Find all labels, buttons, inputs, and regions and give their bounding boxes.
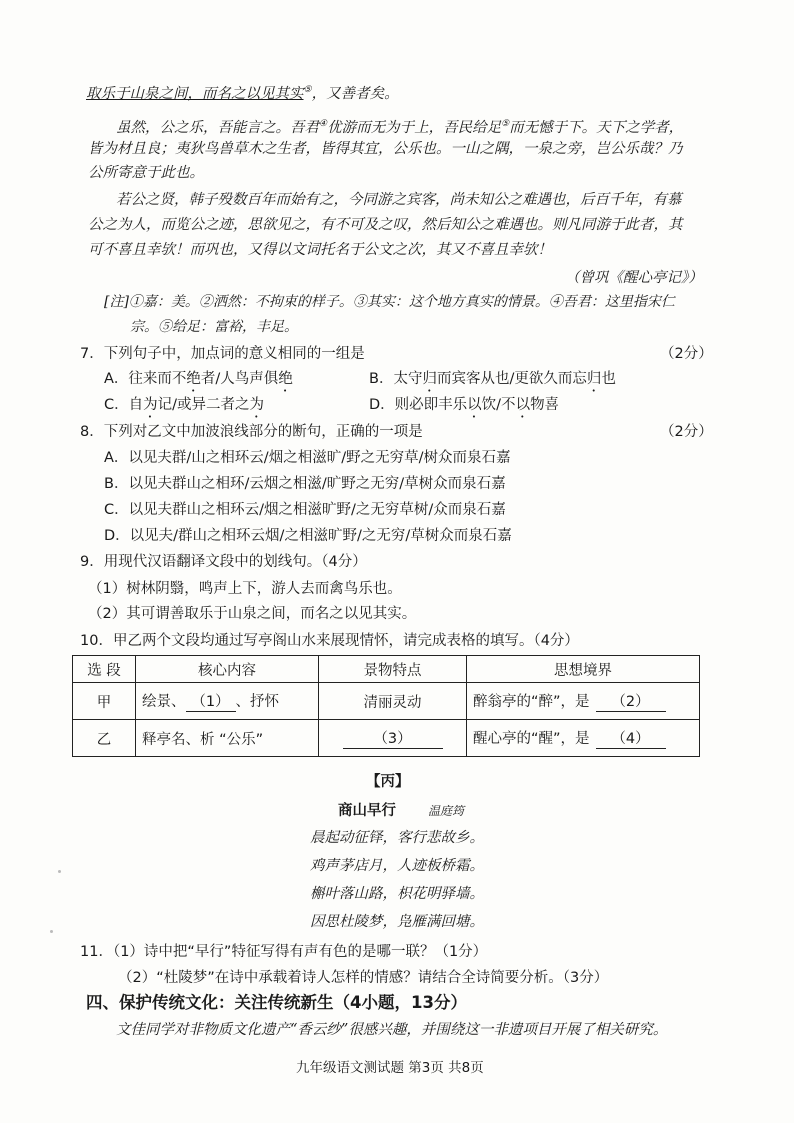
table-row (73, 720, 700, 757)
footnote-mark: ⑤ (303, 85, 312, 95)
q7-option-c[interactable] (104, 395, 264, 421)
page-footer: 九年级语文测试题 第3页 共8页 (296, 1060, 484, 1076)
q8-option-d[interactable] (104, 526, 512, 546)
option-label: D． (104, 528, 130, 544)
passage-line-2 (116, 114, 683, 138)
q7-option-a[interactable] (104, 369, 293, 395)
scan-speck (58, 870, 61, 873)
text: 虽然，公之乐，吾能言之。吾君 (116, 119, 319, 136)
header-cell: 核心内容 (136, 656, 319, 683)
passage-line-1 (86, 80, 399, 104)
q7-score: （2分） (660, 346, 713, 362)
poem-title: 商山早行 (338, 803, 396, 819)
text: 而宾客从也/更欲久而忘 (436, 371, 587, 387)
passage-line-5: 若公之贤，韩子殁数百年而始有之，今同游之宾客，尚未知公之难遇也，后百千年，有慕 (116, 192, 682, 208)
header-cell: 景物特点 (319, 656, 467, 683)
option-label: C． (104, 502, 129, 518)
dotted-word: 以 (515, 397, 531, 413)
text: C．自 (104, 397, 144, 413)
q10-table (72, 655, 700, 757)
dotted-word: 以 (467, 397, 482, 413)
header-cell: 思想境界 (467, 656, 700, 683)
passage-line-3: 皆为材且良；夷狄鸟兽草木之生者，皆得其宜，公乐也。一山之隅，一泉之旁，岂公乐哉？乃 (88, 141, 683, 157)
option-label: A． (104, 450, 129, 466)
feature-cell (319, 720, 467, 757)
q11-part-1: 11．（1）诗中把“早行”特征写得有声有色的是哪一联？（1分） (80, 944, 488, 960)
text: 饮/不 (481, 397, 516, 413)
q8-option-b[interactable] (104, 474, 506, 494)
dotted-word: 归 (422, 371, 437, 387)
q9-sentence-1: （1）树林阴翳，鸣声上下，游人去而禽鸟乐也。 (88, 581, 402, 597)
section-4-intro: 文佳同学对非物质文化遗产“香云纱”很感兴趣，并围绕这一非遗项目开展了相关研究。 (116, 1022, 668, 1038)
passage-line-6: 公之为人，而览公之迹，思欲见之，有不可及之叹，然后知公之难遇也。则凡同游于此者，其 (88, 217, 683, 233)
table-row (73, 683, 700, 720)
text: 、抒怀 (235, 694, 279, 710)
section-4-heading: 四、保护传统文化：关注传统新生（4小题，13分） (86, 993, 467, 1012)
q7-option-b[interactable] (369, 369, 616, 395)
poem-line: 晨起动征铎，客行悲故乡。 (310, 830, 484, 846)
text: 而无憾于下。天下之学者， (509, 119, 684, 136)
poem-line: 因思杜陵梦，凫雁满回塘。 (310, 914, 484, 930)
q9-sentence-2: （2）其可谓善取乐于山泉之间，而名之以见其实。 (88, 606, 417, 622)
footnote-mark: ⑤ (501, 119, 510, 129)
text: ，又善者矣。 (311, 85, 399, 102)
option-text: 以见夫群山之相环云/烟之相滋旷野/之无穷草树/众而泉石嘉 (128, 502, 506, 518)
answer-blank-4[interactable]: （4） (596, 727, 666, 749)
q8-score: （2分） (660, 424, 713, 440)
text: 醒心亭的“醒”，是 (473, 731, 590, 747)
text: D．则必即丰乐 (369, 397, 468, 413)
dotted-word: 为 (249, 397, 265, 413)
section-marker: 【丙】 (366, 774, 410, 790)
answer-blank-2[interactable]: （2） (596, 690, 666, 712)
option-text: 以见夫群/山之相环云/烟之相滋旷/野之无穷草/树众而泉石嘉 (128, 450, 511, 466)
segment-cell: 甲 (73, 683, 136, 720)
option-label: B． (104, 476, 129, 492)
dotted-word: 为 (143, 397, 158, 413)
table-header-row (73, 656, 700, 683)
footnote-mark: ④ (319, 119, 328, 129)
text: 醉翁亭的“醉”，是 (473, 694, 590, 710)
passage-notes-1: [注]①嘉：美。②洒然：不拘束的样子。③其实：这个地方真实的情景。④吾君：这里指宋仁 (104, 294, 675, 310)
dotted-word: 绝 (278, 371, 293, 387)
scan-speck (50, 930, 53, 933)
poem-line: 槲叶落山路，枳花明驿墙。 (310, 886, 484, 902)
feature-cell: 清丽灵动 (319, 683, 467, 720)
text: 者/人鸟声俱 (200, 371, 279, 387)
q7-stem: 7．下列句子中，加点词的意义相同的一组是 (80, 346, 365, 362)
option-text: 以见夫/群山之相环云烟/之相滋旷野/之无穷/草树众而泉石嘉 (129, 528, 512, 544)
poem-line: 鸡声茅店月，人迹板桥霜。 (310, 858, 484, 874)
text: 绘景、 (142, 694, 186, 710)
dotted-word: 归 (586, 371, 602, 387)
text: 记/或异二者之 (157, 397, 250, 413)
core-cell: 释亭名、析 “公乐” (136, 720, 319, 757)
text: 物喜 (530, 397, 560, 413)
q8-stem: 8．下列对乙文中加波浪线部分的断句，正确的一项是 (80, 424, 423, 440)
passage-line-4: 公所寄意于此也。 (88, 165, 204, 181)
core-cell (136, 683, 319, 720)
thought-cell (467, 683, 700, 720)
q11-part-2: （2）“杜陵梦”在诗中承载着诗人怎样的情感？请结合全诗简要分析。（3分） (118, 970, 609, 986)
text: 也 (601, 371, 616, 387)
text: B．太守 (369, 371, 423, 387)
text: 优游而无为于上，吾民给足 (327, 119, 502, 136)
passage-line-7: 可不喜且幸欤！而巩也，又得以文词托名于公文之次，其又不喜且幸欤！ (88, 242, 552, 258)
answer-blank-3[interactable]: （3） (343, 727, 443, 749)
header-cell: 选 段 (73, 656, 136, 683)
q8-option-a[interactable] (104, 448, 510, 468)
passage-notes-2: 宗。⑤给足：富裕，丰足。 (130, 319, 298, 335)
q7-option-d[interactable] (369, 395, 559, 421)
q8-option-c[interactable] (104, 500, 506, 520)
option-text: 以见夫群山之相环/云烟之相滋/旷野之无穷/草树众而泉石嘉 (128, 476, 506, 492)
passage-source: （曾巩《醒心亭记》） (565, 270, 703, 286)
poem-author: 温庭筠 (428, 804, 465, 818)
underlined-sentence: 取乐于山泉之间，而名之以见其实 (86, 85, 304, 102)
q9-stem: 9．用现代汉语翻译文段中的划线句。（4分） (80, 554, 367, 570)
text: A．往来而不 (104, 371, 187, 387)
answer-blank-1[interactable]: （1） (186, 690, 236, 712)
thought-cell (467, 720, 700, 757)
segment-cell: 乙 (73, 720, 136, 757)
dotted-word: 绝 (186, 371, 201, 387)
q10-stem: 10．甲乙两个文段均通过写亭阁山水来展现情怀，请完成表格的填写。（4分） (80, 633, 579, 649)
